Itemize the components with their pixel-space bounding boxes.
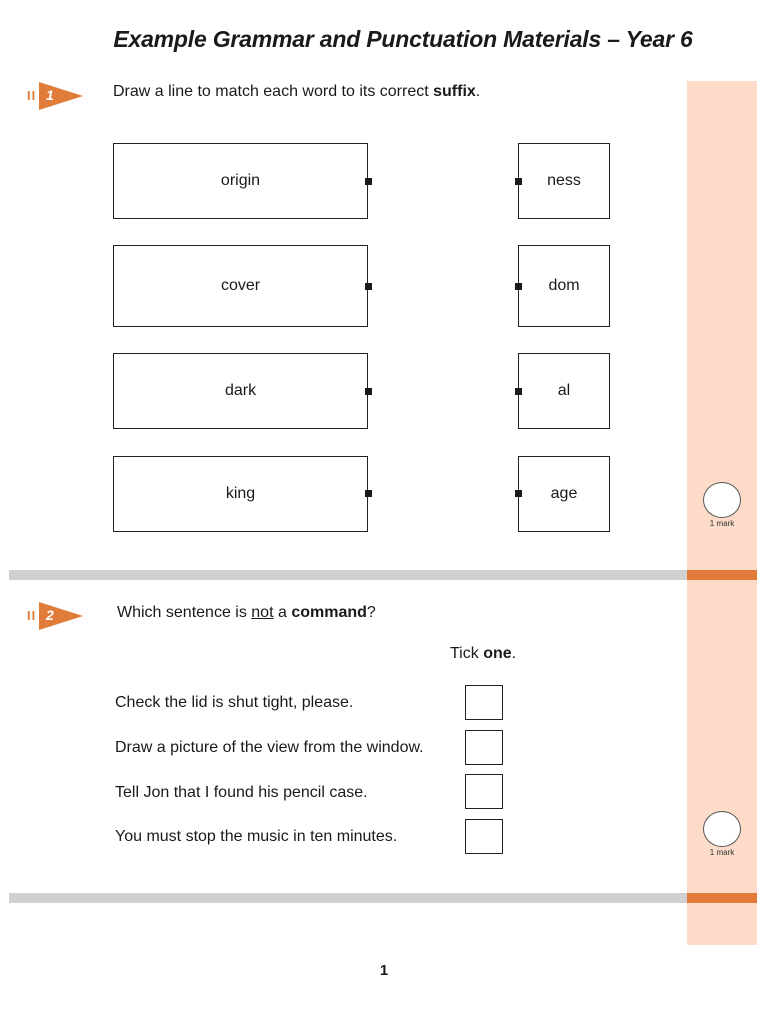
suffix-box-age[interactable]	[518, 456, 610, 532]
word-box-origin[interactable]	[113, 143, 368, 219]
question-number: 2	[46, 607, 54, 623]
suffix-box-ness[interactable]	[518, 143, 610, 219]
connector-dot[interactable]	[365, 283, 372, 290]
mark-label: 1 mark	[709, 519, 735, 528]
suffix-label: ness	[547, 172, 581, 189]
word-box-cover[interactable]	[113, 245, 368, 327]
word-label: dark	[224, 382, 257, 399]
word-box-king[interactable]	[113, 456, 368, 532]
section-divider	[9, 570, 757, 580]
instruction-punct: .	[475, 83, 481, 100]
sentence-option: Tell Jon that I found his pencil case.	[115, 784, 368, 801]
instruction-text: Draw a line to match each word to its correct	[113, 83, 434, 100]
marker-bars-icon: II	[27, 88, 37, 103]
connector-dot[interactable]	[515, 178, 522, 185]
connector-dot[interactable]	[365, 178, 372, 185]
question-number: 1	[46, 87, 54, 103]
mark-label: 1 mark	[709, 848, 735, 857]
tick-text: Tick	[450, 645, 484, 662]
page-number: 1	[379, 962, 389, 979]
sentence-option: Draw a picture of the view from the window.	[115, 739, 424, 756]
tick-instruction	[450, 645, 516, 663]
question-1-marker	[27, 82, 83, 110]
tick-punct: .	[511, 645, 517, 662]
sentence-option: Check the lid is shut tight, please.	[115, 694, 354, 711]
word-label: cover	[220, 277, 261, 294]
suffix-box-dom[interactable]	[518, 245, 610, 327]
connector-dot[interactable]	[365, 388, 372, 395]
divider-accent	[687, 570, 757, 580]
word-label: origin	[220, 172, 261, 189]
suffix-box-al[interactable]	[518, 353, 610, 429]
tick-keyword: one	[483, 645, 512, 662]
prompt-punct: ?	[366, 604, 376, 621]
suffix-label: al	[557, 382, 571, 399]
instruction-keyword: suffix	[433, 83, 476, 100]
prompt-text: a	[273, 604, 292, 621]
prompt-keyword: command	[291, 604, 367, 621]
tick-box[interactable]	[465, 774, 503, 809]
connector-dot[interactable]	[515, 283, 522, 290]
prompt-underlined: not	[251, 604, 274, 621]
question-1-instruction	[113, 83, 480, 101]
tick-box[interactable]	[465, 685, 503, 720]
divider-accent	[687, 893, 757, 903]
page-title: Example Grammar and Punctuation Materials – Year 6	[113, 26, 693, 52]
word-label: king	[225, 485, 256, 502]
question-2-marker	[27, 602, 83, 630]
marker-bars-icon: II	[27, 608, 37, 623]
mark-circle[interactable]	[703, 482, 741, 518]
sentence-option: You must stop the music in ten minutes.	[115, 828, 398, 845]
tick-box[interactable]	[465, 730, 503, 765]
prompt-text: Which sentence is	[117, 604, 252, 621]
question-2-prompt	[117, 604, 376, 622]
section-divider	[9, 893, 757, 903]
word-box-dark[interactable]	[113, 353, 368, 429]
connector-dot[interactable]	[365, 490, 372, 497]
connector-dot[interactable]	[515, 490, 522, 497]
suffix-label: age	[550, 485, 578, 502]
connector-dot[interactable]	[515, 388, 522, 395]
tick-box[interactable]	[465, 819, 503, 854]
suffix-label: dom	[548, 277, 580, 294]
mark-circle[interactable]	[703, 811, 741, 847]
